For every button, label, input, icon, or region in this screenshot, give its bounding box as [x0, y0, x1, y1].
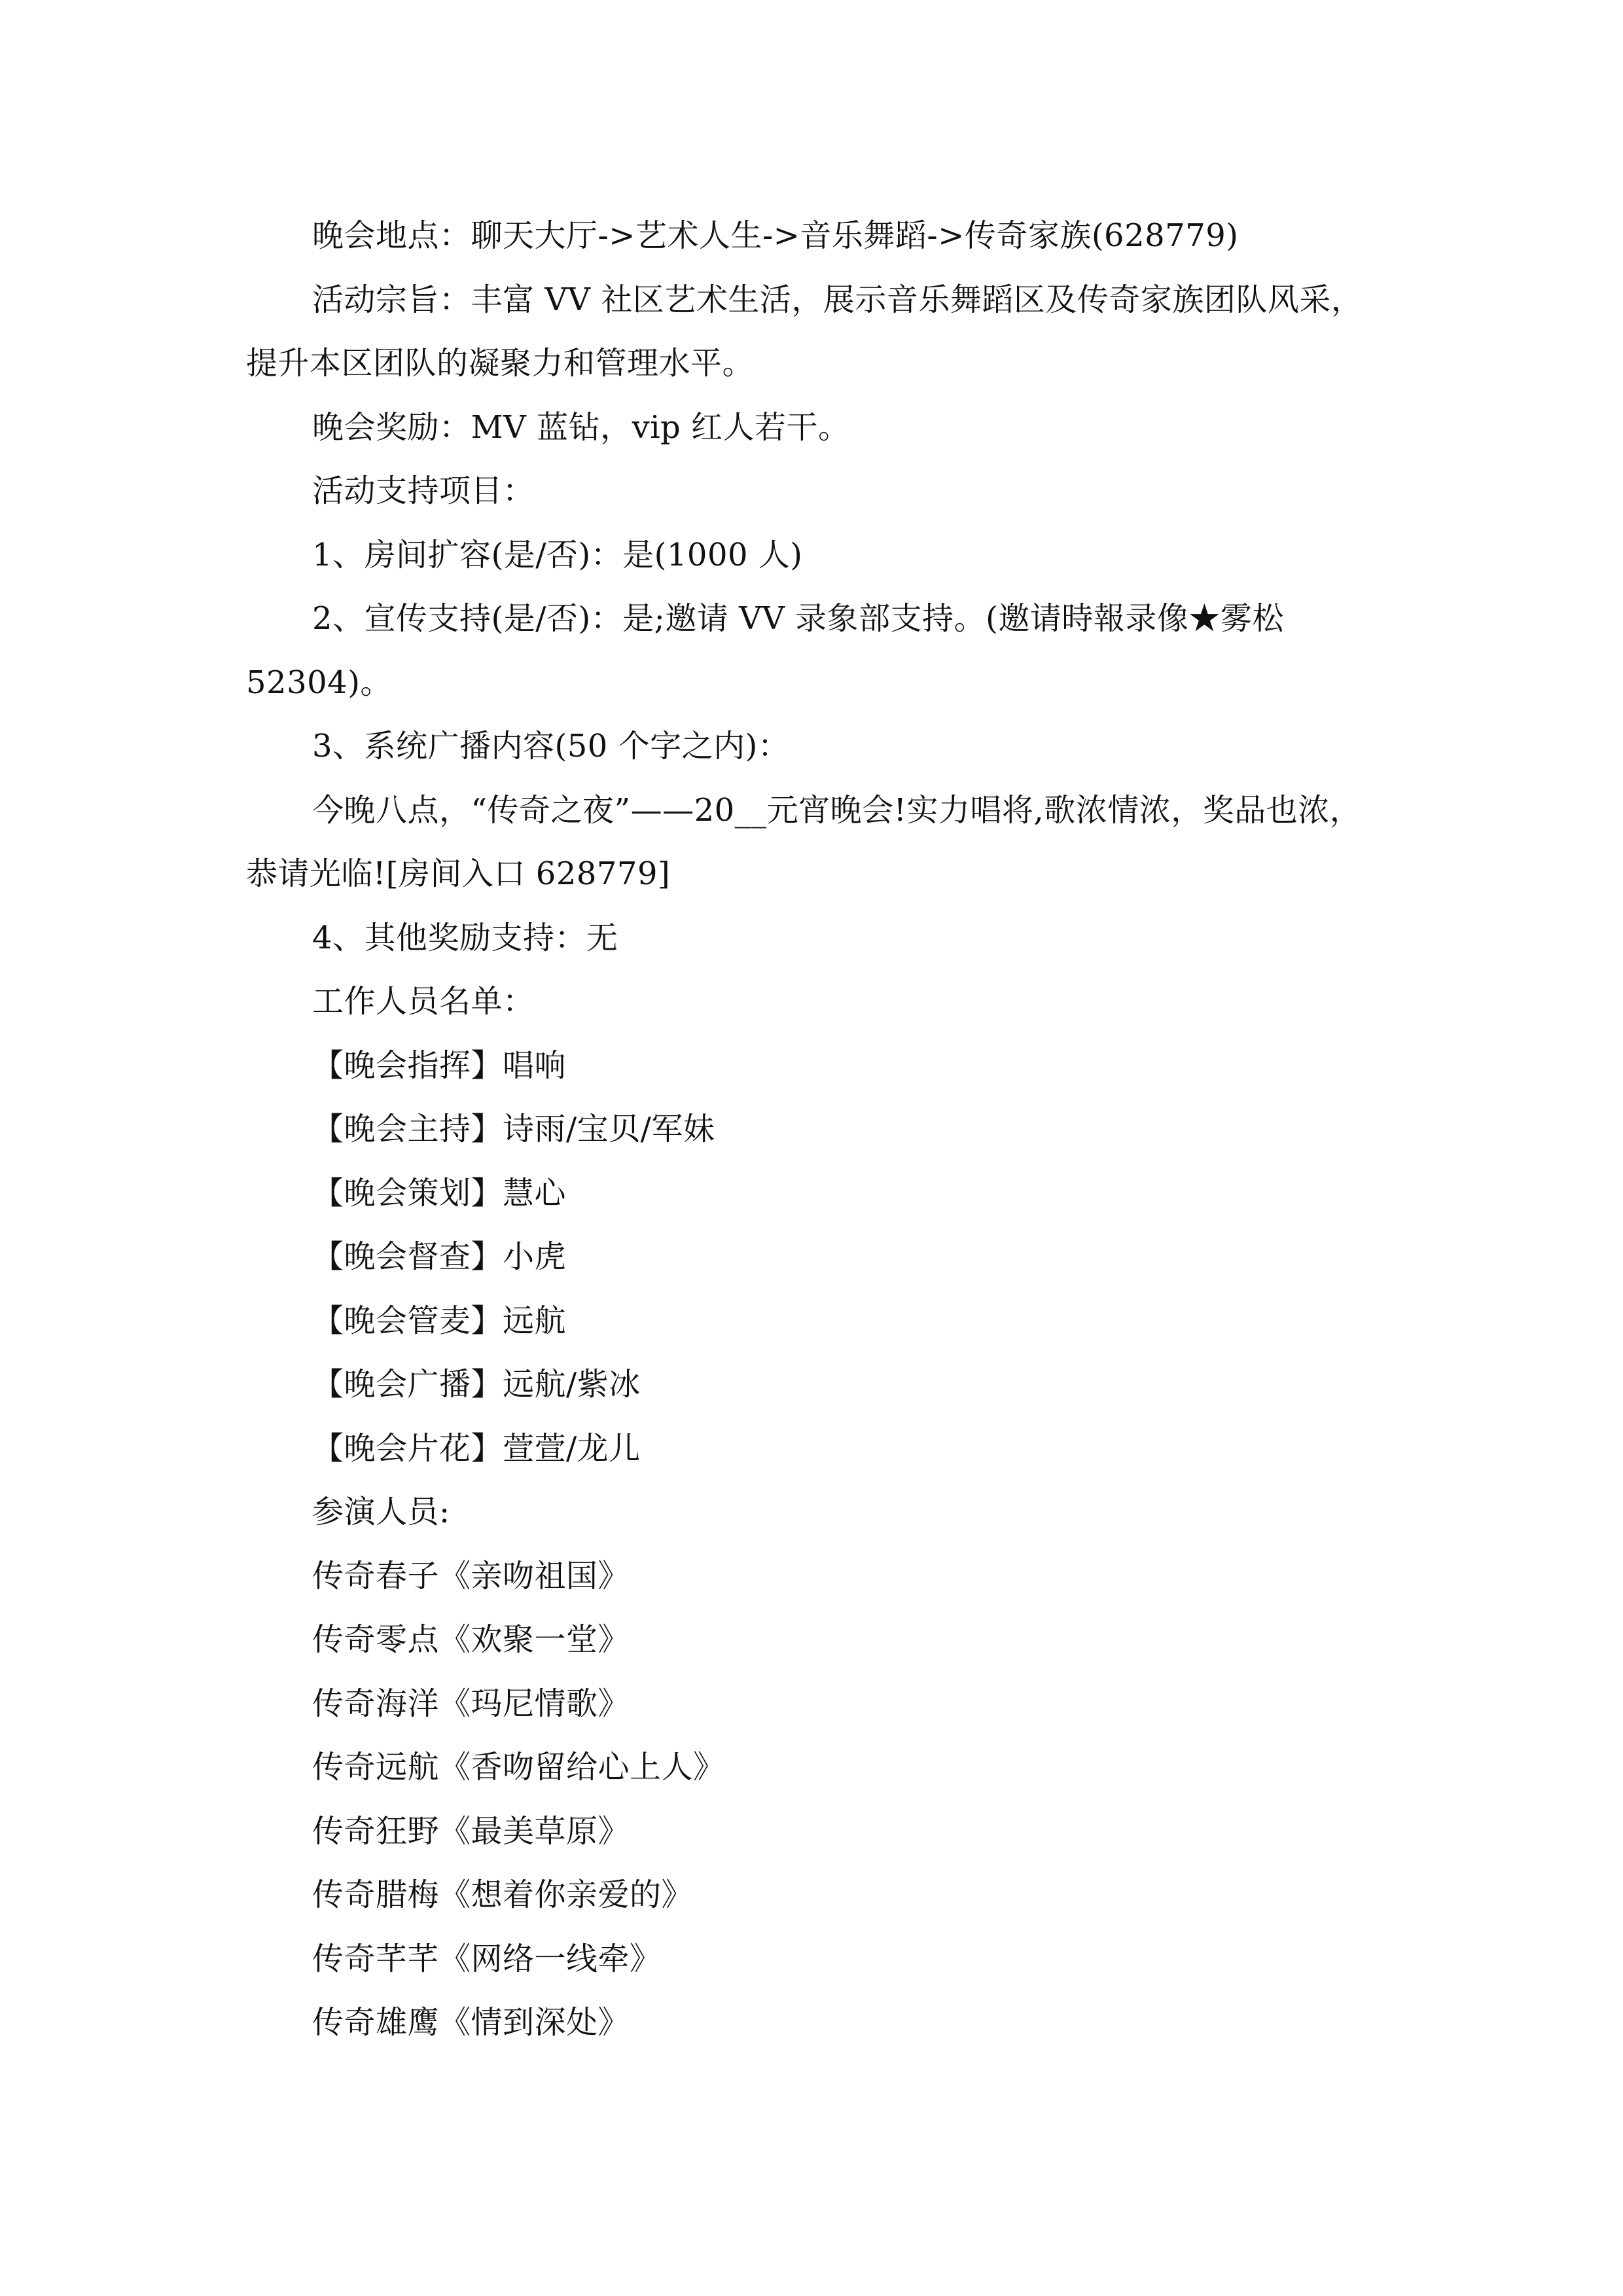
paragraph-venue: 晚会地点：聊天大厅->艺术人生->音乐舞蹈->传奇家族(628779) [312, 217, 1239, 254]
paragraph-performers-heading: 参演人员: [312, 1494, 450, 1530]
staff-item: 【晚会策划】慧心 [312, 1174, 567, 1211]
paragraph-support-1: 1、房间扩容(是/否)：是(1000 人) [312, 536, 803, 573]
staff-item: 【晚会指挥】唱响 [312, 1047, 567, 1084]
staff-item: 【晚会片花】萱萱/龙儿 [312, 1429, 641, 1467]
performer-item: 传奇狂野《最美草原》 [312, 1812, 630, 1850]
paragraph-support-4: 4、其他奖励支持：无 [312, 919, 618, 956]
paragraph-broadcast-content: 今晚八点，“传奇之夜”——20__元宵晚会!实力唱将,歌浓情浓，奖品也浓，恭请光临![房间入口 628779] [246, 791, 1362, 892]
paragraph-staff-heading: 工作人员名单： [312, 983, 535, 1020]
staff-item: 【晚会广播】远航/紫冰 [312, 1366, 641, 1403]
paragraph-purpose: 活动宗旨：丰富 VV 社区艺术生活，展示音乐舞蹈区及传奇家族团队风采，提升本区团队的凝聚力和管理水平。 [246, 281, 1363, 382]
performer-item: 传奇零点《欢聚一堂》 [312, 1621, 630, 1658]
paragraph-support-3: 3、系统广播内容(50 个字之内)： [312, 728, 790, 764]
staff-item: 【晚会督查】小虎 [312, 1238, 567, 1275]
document-body [246, 204, 1378, 2055]
paragraph-support-2: 2、宣传支持(是/否)：是;邀请 VV 录象部支持。(邀请時報录像★雾松 52304)。 [246, 600, 1294, 701]
performer-item: 传奇芊芊《网络一线牵》 [312, 1940, 662, 1977]
performer-item: 传奇春子《亲吻祖国》 [312, 1557, 630, 1594]
staff-item: 【晚会主持】诗雨/宝贝/军妹 [312, 1111, 715, 1147]
paragraph-rewards: 晚会奖励：MV 蓝钻，vip 红人若干。 [312, 408, 850, 446]
performer-item: 传奇海洋《玛尼情歌》 [312, 1685, 630, 1722]
performer-item: 传奇远航《香吻留给心上人》 [312, 1749, 725, 1785]
paragraph-support-heading: 活动支持项目： [312, 473, 535, 509]
staff-item: 【晚会管麦】远航 [312, 1302, 567, 1339]
performer-item: 传奇雄鹰《情到深处》 [312, 2004, 630, 2041]
performer-item: 传奇腊梅《想着你亲爱的》 [312, 1876, 694, 1913]
